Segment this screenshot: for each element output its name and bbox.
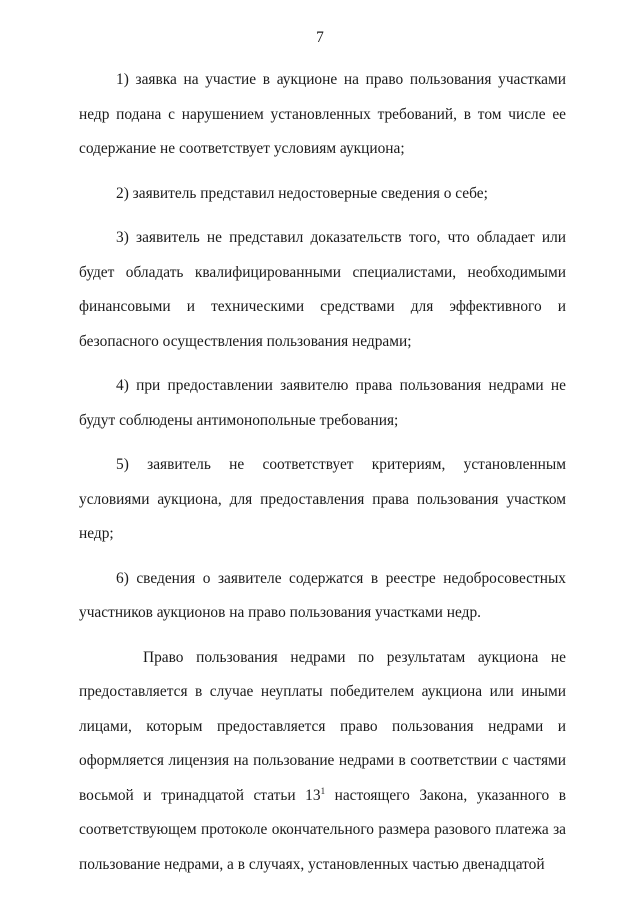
list-item-4: 4) при предоставлении заявителю права пользования недрами не будут соблюдены антимонопольные требования; [79, 377, 566, 429]
article-superscript: 1 [320, 785, 326, 796]
list-item-3: 3) заявитель не представил доказательств того, что обладает или будет обладать квалифицированными специалистами, необходимыми финансовыми и техническими средствами для эффективного и безопасного осуществления пользования недрами; [79, 229, 566, 350]
list-item-2: 2) заявитель представил недостоверные сведения о себе; [116, 184, 488, 202]
main-paragraph-continuation: настоящего Закона, указанного в соответствующем протоколе окончательного размера разового платежа за пользование недрами, а в случаях, установленных частью двенадцатой [79, 786, 566, 873]
list-item-1: 1) заявка на участие в аукционе на право пользования участками недр подана с нарушением установленных требований, в том числе ее содержание не соответствует условиям аукциона; [79, 71, 566, 157]
page-number: 7 [316, 29, 324, 46]
document-body [79, 63, 566, 892]
main-paragraph-text: Право пользования недрами по результатам аукциона не предоставляется в случае неуплаты победителем аукциона или иными лицами, которым предоставляется право пользования недрами и оформляется лицензия на пользование недрами в соответствии с частями восьмой и тринадцатой статьи 13 [79, 648, 566, 804]
main-paragraph [79, 641, 566, 883]
list-item-6: 6) сведения о заявителе содержатся в реестре недобросовестных участников аукционов на право пользования участками недр. [79, 569, 566, 621]
list-item-5: 5) заявитель не соответствует критериям, установленным условиями аукциона, для предоставления права пользования участком недр; [79, 456, 566, 542]
